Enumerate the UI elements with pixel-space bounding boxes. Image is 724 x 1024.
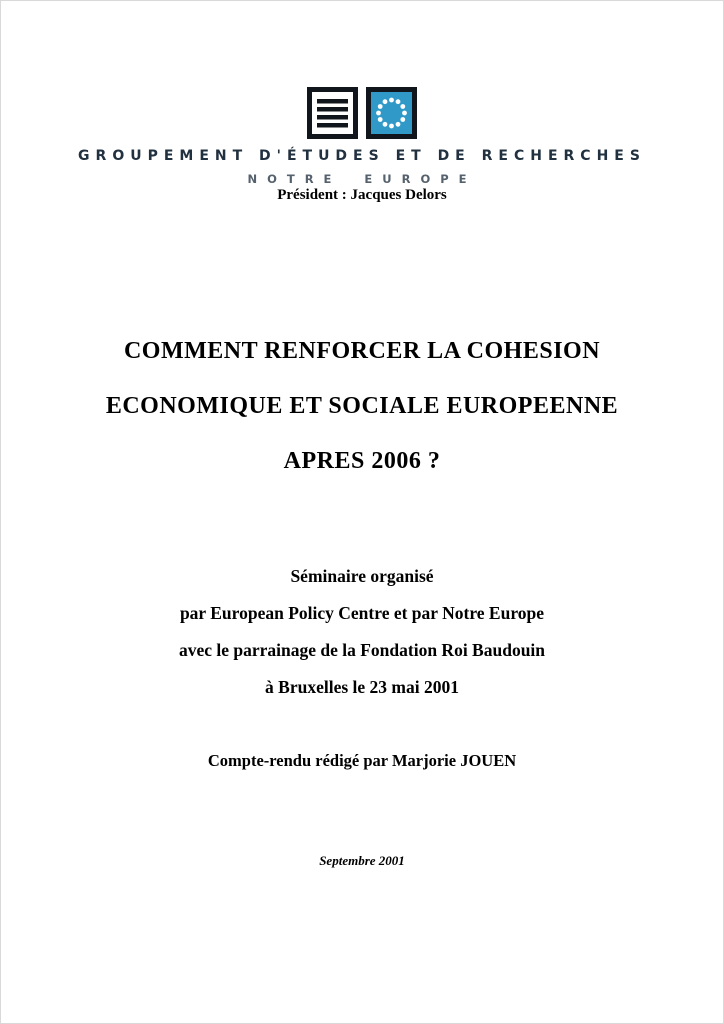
seminar-line-4: à Bruxelles le 23 mai 2001: [265, 677, 459, 697]
title-line-3: APRES 2006 ?: [283, 448, 441, 474]
seminar-line-3: avec le parrainage de la Fondation Roi Baudouin: [178, 640, 546, 660]
publication-date: Septembre 2001: [319, 853, 405, 868]
document-title: [1, 324, 723, 489]
notre-europe-logo: [307, 87, 417, 139]
document-lines-icon: [307, 87, 358, 139]
president-line: Président : Jacques Delors: [277, 187, 447, 203]
report-credit-line: Compte-rendu rédigé par Marjorie JOUEN: [207, 751, 517, 770]
seminar-line-2: par European Policy Centre et par Notre Europe: [179, 603, 545, 623]
seminar-details: [1, 558, 723, 706]
organization-name: GROUPEMENT D'ÉTUDES ET DE RECHERCHES: [78, 148, 646, 164]
title-line-1: COMMENT RENFORCER LA COHESION: [123, 338, 601, 364]
eu-stars-icon: [366, 87, 417, 139]
organization-subname: NOTRE EUROPE: [247, 172, 477, 186]
seminar-line-1: Séminaire organisé: [290, 566, 434, 586]
title-line-2: ECONOMIQUE ET SOCIALE EUROPEENNE: [105, 393, 619, 419]
